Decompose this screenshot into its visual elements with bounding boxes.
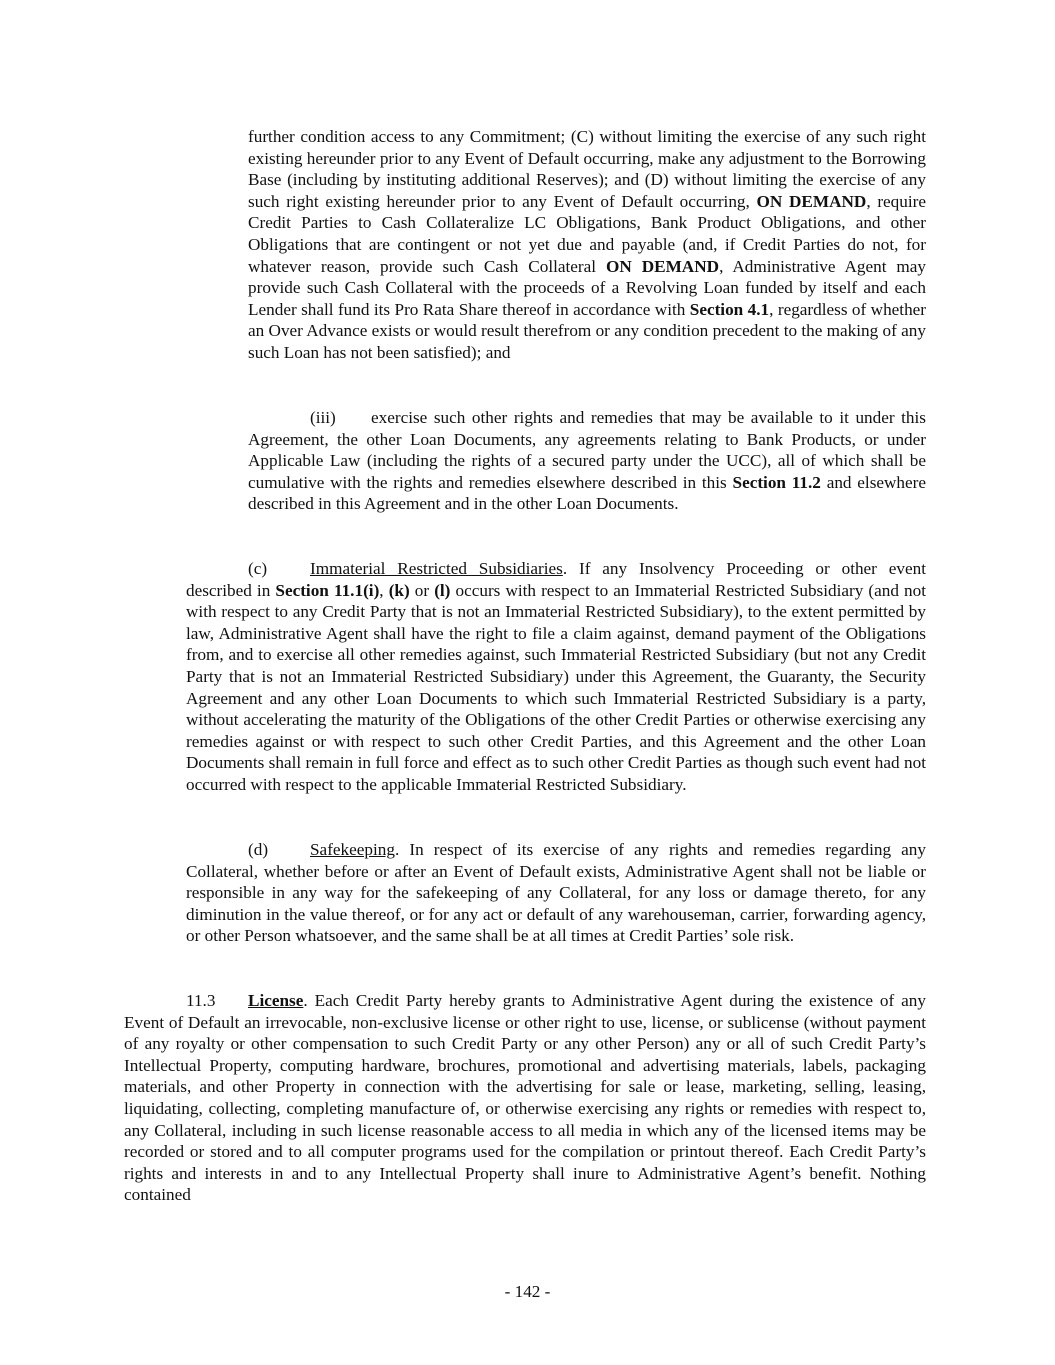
para-text: . Each Credit Party hereby grants to Administrative Agent during the existence of any Event of Default an irrevocable, non-exclusive license or other right to use, license, or sublicense (without payment of any royalty or other compensation to such Credit Party or any other Person) any or all of such Credit Party’s Intellectual Property, computing hardware, brochures, promotional and advertising materials, labels, packaging materials, and other Property in connection with the advertising for sale or lease, marketing, selling, leasing, liquidating, collecting, completing manufacture of, or otherwise exercising any rights or remedies with respect to, any Collateral, including in such license reasonable access to all media in which any of the licensed items may be recorded or stored and to all computer programs used for the compilation or printout thereof. Each Credit Party’s rights and interests in and to any Intellectual Property shall inure to Administrative Agent’s benefit. Nothing contained — [124, 991, 926, 1205]
para-text: . In respect of its exercise of any rights and remedies regarding any Collateral, whether before or after an Event of Default exists, Administrative Agent shall not be liable or responsible in any way for the safekeeping of any Collateral, for any loss or damage thereto, for any diminution in the value thereof, or for any act or default of any warehouseman, carrier, forwarding agency, or other Person whatsoever, and the same shall be at all times at Credit Parties’ sole risk. — [186, 840, 926, 946]
clause-heading: Safekeeping — [310, 840, 395, 859]
section-reference: Section 11.2 — [732, 472, 821, 492]
para-text: occurs with respect to an Immaterial Restricted Subsidiary (and not with respect to any Credit Party that is not an Immaterial Restricted Subsidiary), to the extent permitted by law, Administrative Agent shall have the right to file a claim against, demand payment of the Obligations from, and to exercise all other remedies against, such Immaterial Restricted Subsidiary (but not any Credit Party that is not an Immaterial Restricted Subsidiary) under this Agreement, the Guaranty, the Security Agreement and any other Loan Documents to which such Immaterial Restricted Subsidiary is a party, without accelerating the maturity of the Obligations of the other Credit Parties or otherwise exercising any remedies against or with respect to such other Credit Parties, and this Agreement and the other Loan Documents shall remain in full force and effect as to such other Credit Parties as though such event had not occurred with respect to the applicable Immaterial Restricted Subsidiary. — [186, 580, 927, 794]
section-reference: (l) — [434, 580, 451, 600]
clause-number: (d) — [248, 840, 269, 859]
para-text: exercise such other rights and remedies that may be available to it under this Agreement, the other Loan Documents, any agreements relating to Bank Products, or under Applicable Law (including the rights of a secured party under the UCC), all of which shall be cumulative with the rights and remedies elsewhere described in this — [248, 408, 926, 492]
section-reference: Section 4.1 — [689, 299, 770, 319]
clause-heading: Immaterial Restricted Subsidiaries — [310, 559, 563, 578]
para-text: . If any Insolvency Proceeding or other event described in — [186, 559, 926, 600]
bold-term: ON DEMAND — [756, 191, 867, 211]
para-text: , Administrative Agent may provide such Cash Collateral with the proceeds of a Revolving Loan funded by itself and each Lender shall fund its Pro Rata Share thereof in accordance with — [248, 256, 927, 319]
section-number: 11.3 — [186, 991, 216, 1010]
section-heading: License — [248, 991, 304, 1010]
clause-number: (iii) — [310, 408, 336, 427]
para-text: , — [379, 580, 389, 600]
para-text: further condition access to any Commitment; (C) without limiting the exercise of any such right existing hereunder prior to any Event of Default occurring, make any adjustment to the Borrowing Base (including by instituting additional Reserves); and (D) without limiting the exercise of any such right existing hereunder prior to any Event of Default occurring, — [248, 127, 926, 211]
section-reference: Section 11.1(i) — [275, 580, 380, 600]
clause-number: (c) — [248, 559, 268, 578]
para-text: or — [409, 580, 435, 600]
para-text: and elsewhere described in this Agreement and in the other Loan Documents. — [248, 472, 926, 514]
para-text: , regardless of whether an Over Advance exists or would result therefrom or any condition precedent to the making of any such Loan has not been satisfied); and — [248, 299, 927, 362]
clause-iii — [248, 407, 926, 515]
clause-d — [186, 839, 926, 947]
clause-c — [186, 558, 926, 796]
section-reference: (k) — [388, 580, 410, 600]
bold-term: ON DEMAND — [605, 256, 720, 276]
para-text: , require Credit Parties to Cash Collateralize LC Obligations, Bank Product Obligations, and other Obligations that are contingent or not yet due and payable (and, if Credit Parties do not, for whatever reason, provide such Cash Collateral — [248, 191, 926, 276]
paragraph-continuation — [248, 126, 926, 364]
section-11-3 — [124, 990, 926, 1206]
page-number: - 142 - — [504, 1282, 551, 1301]
